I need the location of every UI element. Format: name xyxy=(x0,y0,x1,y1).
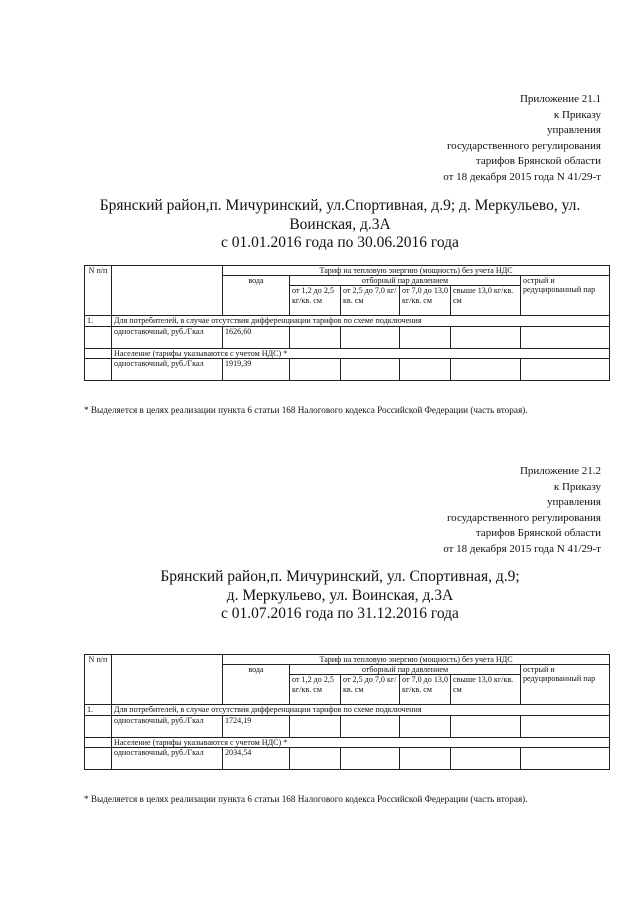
title-line: Воинская, д.3А xyxy=(289,215,391,233)
row-number: 1. xyxy=(85,316,112,326)
appendix-line: от 18 декабря 2015 года N 41/29-т xyxy=(443,542,601,555)
header-sharp-steam: острый и редуцированный пар xyxy=(521,276,610,316)
header-water: вода xyxy=(223,665,290,705)
rate-label: одноставочный, руб./Гкал xyxy=(112,715,223,737)
empty-cell xyxy=(521,326,610,348)
tariff-table-2 xyxy=(84,654,610,770)
empty-cell xyxy=(85,358,112,380)
rate-label: одноставочный, руб./Гкал xyxy=(112,326,223,348)
appendix-line: управления xyxy=(546,124,601,137)
title-line: с 01.07.2016 года по 31.12.2016 года xyxy=(221,605,459,622)
footnote-1: * Выделяется в целях реализации пункта 6 статьи 168 Налогового кодекса Российской Федерации (часть вторая). xyxy=(84,405,528,415)
empty-cell xyxy=(290,715,341,737)
empty-cell xyxy=(400,715,451,737)
empty-cell xyxy=(341,747,400,769)
header-empty xyxy=(112,655,223,705)
empty-cell xyxy=(451,326,521,348)
appendix-line: к Приказу xyxy=(553,108,601,121)
empty-cell xyxy=(521,747,610,769)
header-selected-steam: отборный пар давлением xyxy=(290,665,521,675)
empty-cell xyxy=(290,326,341,348)
title-line: д. Меркульево, ул. Воинская, д.3А xyxy=(226,586,454,604)
header-number: N п/п xyxy=(85,266,112,316)
empty-cell xyxy=(85,747,112,769)
header-pressure-2: от 2,5 до 7,0 кг/кв. см xyxy=(341,286,400,316)
header-sharp-steam: острый и редуцированный пар xyxy=(521,665,610,705)
rate-value: 1724,19 xyxy=(223,715,290,737)
appendix-line: к Приказу xyxy=(553,480,601,493)
rate-value: 2034,54 xyxy=(223,747,290,769)
appendix-line: Приложение 21.1 xyxy=(519,93,601,105)
document-title-2 xyxy=(60,568,620,624)
empty-cell xyxy=(521,358,610,380)
appendix-header-1 xyxy=(443,92,601,186)
header-tariff: Тариф на тепловую энергию (мощность) без учета НДС xyxy=(223,655,610,665)
footnote-2: * Выделяется в целях реализации пункта 6 статьи 168 Налогового кодекса Российской Федерации (часть вторая). xyxy=(84,794,528,804)
header-number: N п/п xyxy=(85,655,112,705)
title-line: Брянский район,п. Мичуринский, ул.Спортивная, д.9; д. Меркульево, ул. xyxy=(99,197,581,214)
appendix-header-2 xyxy=(443,464,601,558)
header-pressure-4: свыше 13,0 кг/кв. см xyxy=(451,286,521,316)
empty-cell xyxy=(85,326,112,348)
appendix-line: тарифов Брянской области xyxy=(475,527,601,540)
appendix-line: государственного регулирования xyxy=(446,139,601,152)
empty-cell xyxy=(290,747,341,769)
empty-cell xyxy=(85,348,112,358)
section-consumers: Для потребителей, в случае отсутствия дифференциации тарифов по схеме подключения xyxy=(112,705,610,715)
appendix-line: государственного регулирования xyxy=(446,511,601,524)
header-pressure-3: от 7,0 до 13,0 кг/кв. см xyxy=(400,286,451,316)
header-pressure-1: от 1,2 до 2,5 кг/кв. см xyxy=(290,675,341,705)
empty-cell xyxy=(290,358,341,380)
rate-value: 1919,39 xyxy=(223,358,290,380)
section-population: Население (тарифы указываются с учетом НДС) * xyxy=(112,737,610,747)
empty-cell xyxy=(85,715,112,737)
header-pressure-2: от 2,5 до 7,0 кг/кв. см xyxy=(341,675,400,705)
row-number: 1. xyxy=(85,705,112,715)
header-selected-steam: отборный пар давлением xyxy=(290,276,521,286)
title-line: с 01.01.2016 года по 30.06.2016 года xyxy=(221,234,459,251)
appendix-line: управления xyxy=(546,496,601,509)
empty-cell xyxy=(341,358,400,380)
document-title-1 xyxy=(60,197,620,253)
empty-cell xyxy=(521,715,610,737)
appendix-line: Приложение 21.2 xyxy=(519,465,601,477)
title-line: Брянский район,п. Мичуринский, ул. Спортивная, д.9; xyxy=(160,568,520,585)
rate-value: 1626,60 xyxy=(223,326,290,348)
header-pressure-4: свыше 13,0 кг/кв. см xyxy=(451,675,521,705)
header-pressure-3: от 7,0 до 13,0 кг/кв. см xyxy=(400,675,451,705)
empty-cell xyxy=(451,747,521,769)
empty-cell xyxy=(400,747,451,769)
appendix-line: от 18 декабря 2015 года N 41/29-т xyxy=(443,170,601,183)
header-water: вода xyxy=(223,276,290,316)
section-consumers: Для потребителей, в случае отсутствия дифференциации тарифов по схеме подключения xyxy=(112,316,610,326)
empty-cell xyxy=(85,737,112,747)
header-empty xyxy=(112,266,223,316)
header-pressure-1: от 1,2 до 2,5 кг/кв. см xyxy=(290,286,341,316)
empty-cell xyxy=(341,715,400,737)
empty-cell xyxy=(451,358,521,380)
empty-cell xyxy=(341,326,400,348)
rate-label: одноставочный, руб./Гкал xyxy=(112,358,223,380)
rate-label: одноставочный, руб./Гкал xyxy=(112,747,223,769)
empty-cell xyxy=(400,326,451,348)
appendix-line: тарифов Брянской области xyxy=(475,155,601,168)
header-tariff: Тариф на тепловую энергию (мощность) без учета НДС xyxy=(223,266,610,276)
tariff-table-1 xyxy=(84,265,610,381)
section-population: Население (тарифы указываются с учетом НДС) * xyxy=(112,348,610,358)
empty-cell xyxy=(400,358,451,380)
empty-cell xyxy=(451,715,521,737)
